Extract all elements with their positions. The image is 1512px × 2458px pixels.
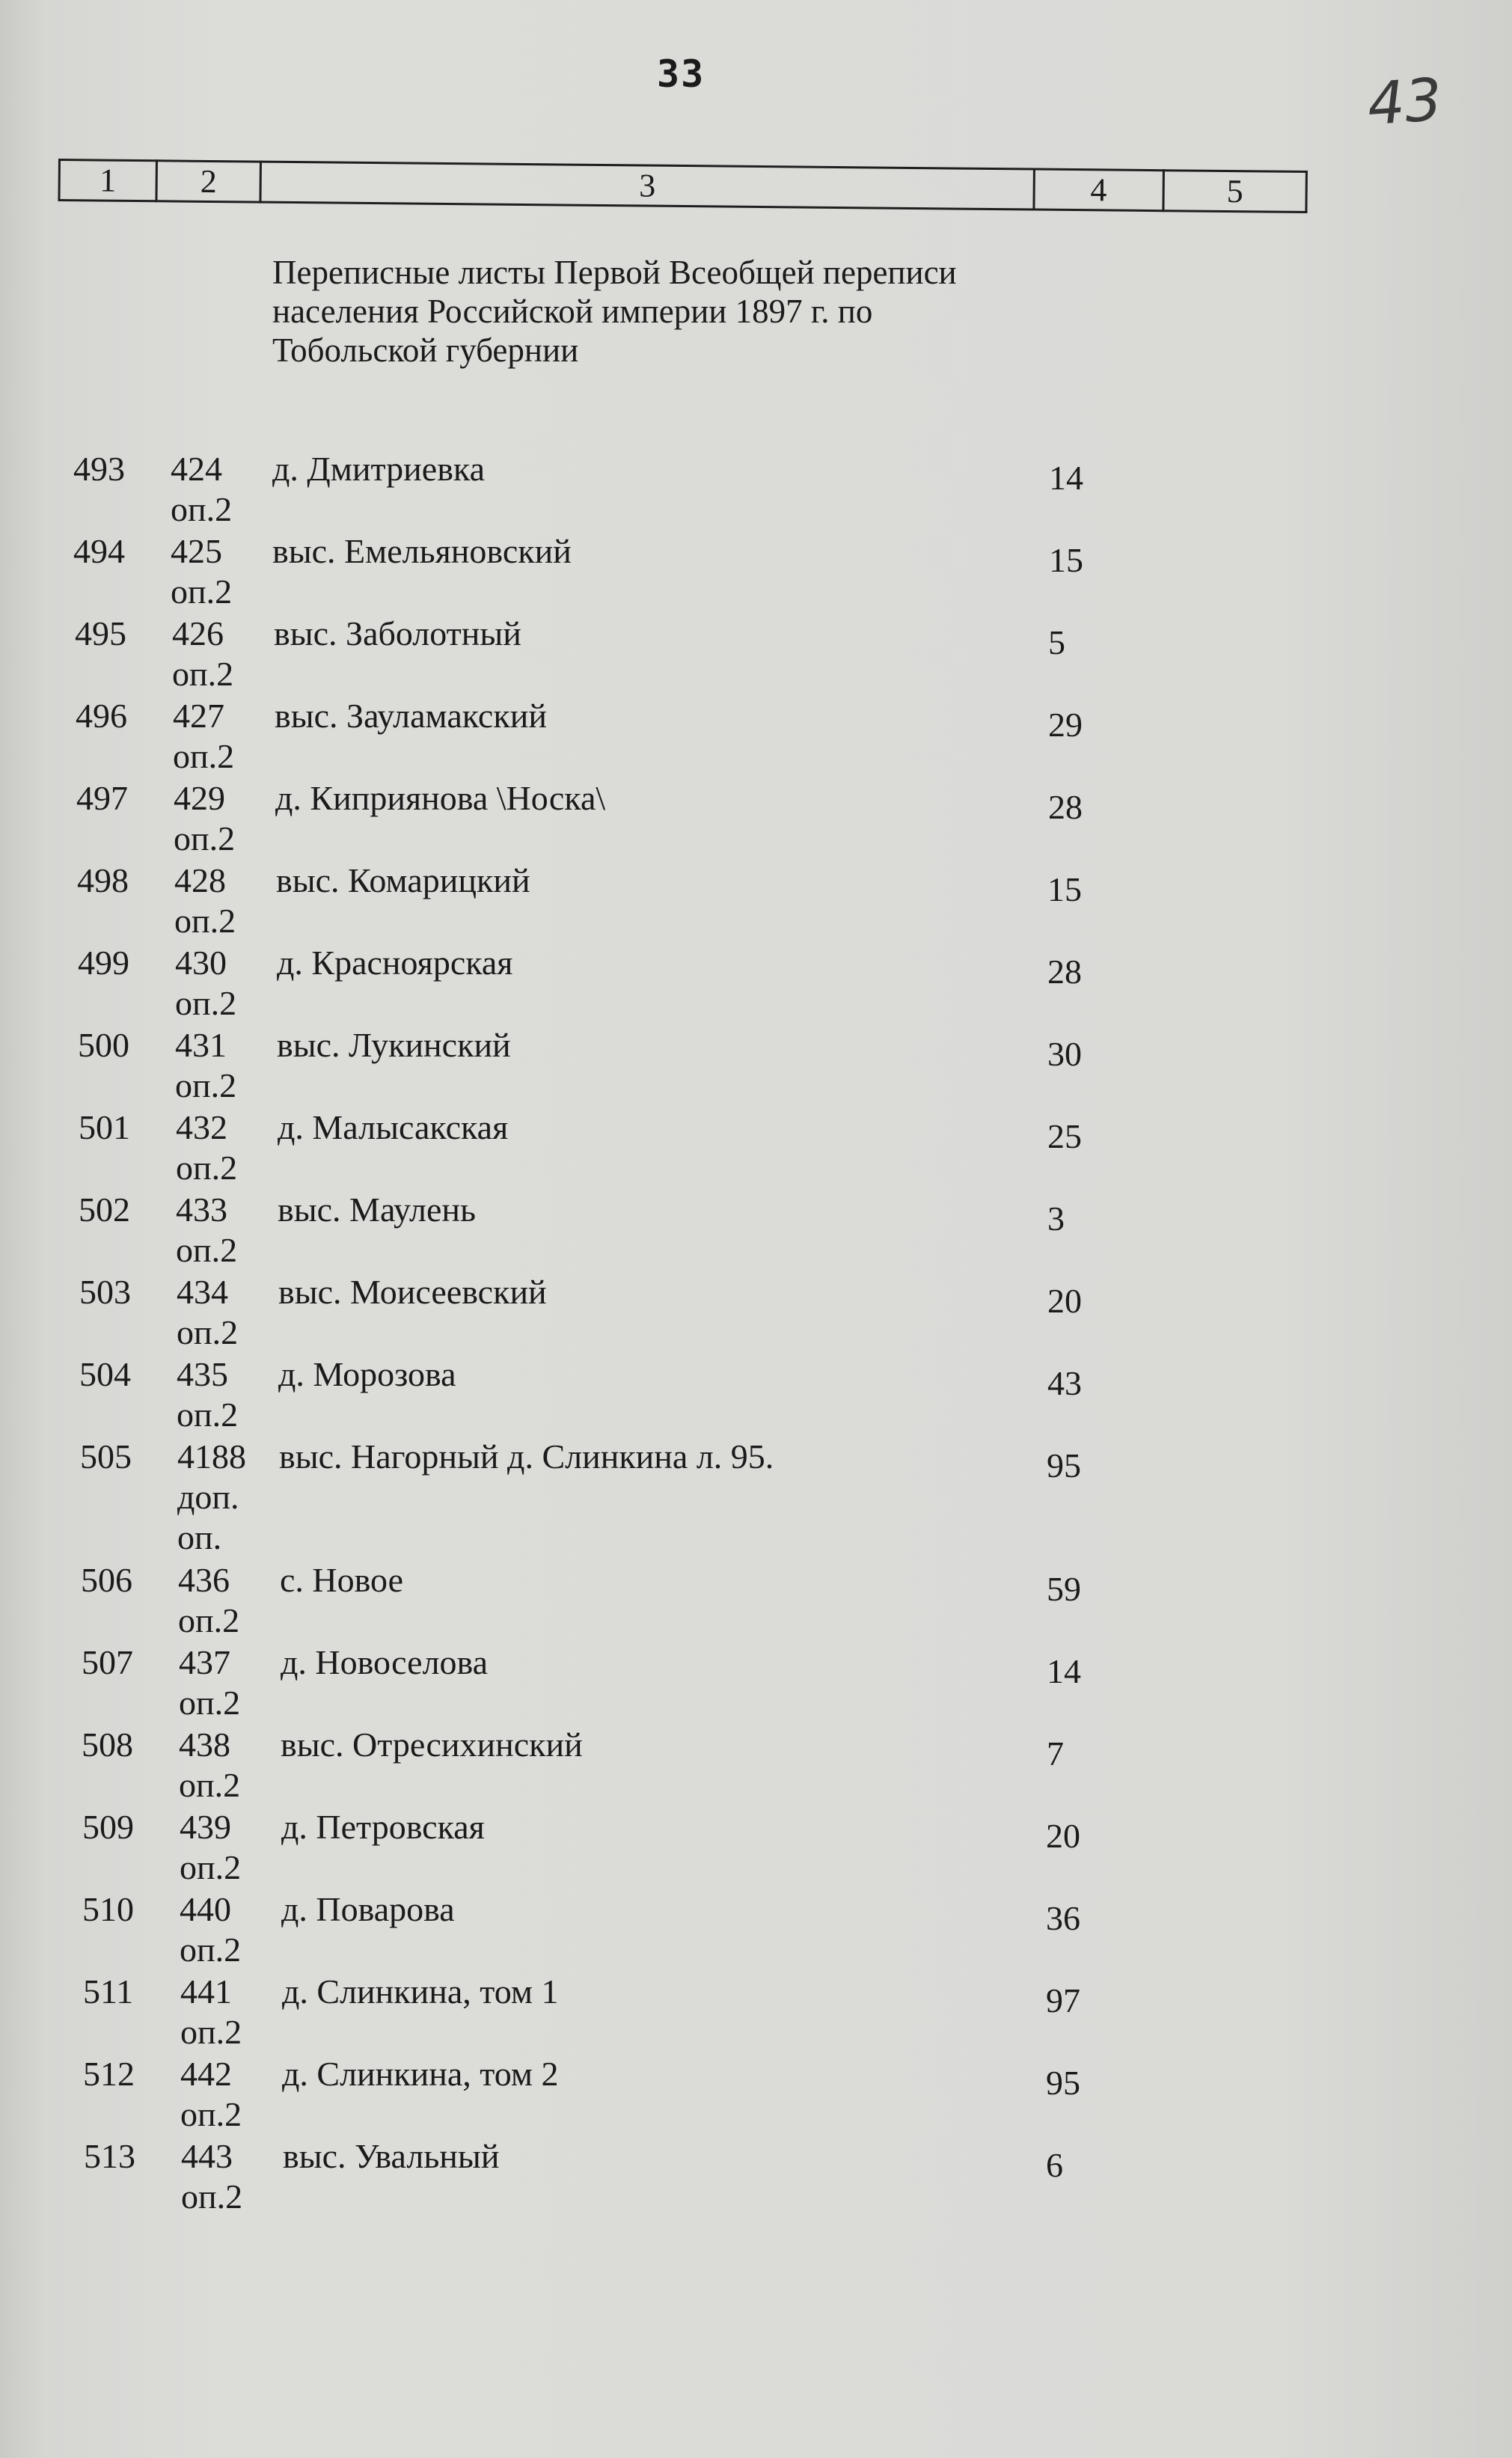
- sheet-count: 95: [1047, 1446, 1081, 1485]
- section-title: Переписные листы Первой Всеобщей переписи населения Российской империи 1897 г. по Тобольской губернии: [272, 254, 957, 369]
- file-number-cell: [177, 1272, 274, 1353]
- file-number-cell: [177, 1354, 274, 1435]
- file-number-cell: [175, 1025, 272, 1106]
- settlement-name: д. Морозова: [278, 1355, 456, 1393]
- inventory-code: оп.2: [174, 902, 236, 940]
- settlement-name: д. Слинкина, том 1: [282, 1972, 559, 2011]
- settlement-name: выс. Нагорный д. Слинкина л. 95.: [279, 1437, 774, 1476]
- item-number: 503: [79, 1273, 131, 1311]
- sheet-count: 29: [1048, 706, 1083, 744]
- file-number: 433: [176, 1190, 227, 1229]
- inventory-code: оп.2: [180, 1848, 242, 1886]
- sheet-count: 59: [1047, 1570, 1081, 1608]
- file-number: 440: [180, 1890, 231, 1928]
- file-number-cell: [180, 1889, 277, 1970]
- file-number-cell: [179, 1725, 276, 1806]
- sheet-count: 95: [1046, 2064, 1080, 2102]
- file-number: 435: [177, 1355, 228, 1393]
- sheet-count: 25: [1047, 1117, 1082, 1155]
- sheet-count: 14: [1047, 1652, 1081, 1690]
- file-number: 430: [175, 944, 227, 982]
- item-number: 502: [79, 1190, 130, 1229]
- file-number: 441: [180, 1972, 232, 2011]
- item-number: 510: [82, 1890, 134, 1928]
- inventory-code: доп.: [177, 1478, 239, 1516]
- file-number: 434: [177, 1273, 228, 1311]
- file-number-cell: [181, 2136, 278, 2217]
- inventory-code: оп.2: [174, 819, 236, 857]
- sheet-count: 97: [1046, 1981, 1080, 2020]
- file-number: 432: [176, 1108, 227, 1146]
- inventory-code: оп.2: [180, 2013, 242, 2051]
- settlement-name: д. Красноярская: [277, 944, 513, 982]
- file-number-cell: [176, 1190, 273, 1271]
- inventory-code: оп.2: [180, 1930, 242, 1969]
- sheet-count: 3: [1047, 1199, 1065, 1238]
- file-number: 425: [171, 532, 222, 570]
- item-number: 509: [82, 1808, 134, 1846]
- settlement-name: д. Дмитриевка: [272, 450, 485, 488]
- settlement-name: выс. Отресихинский: [281, 1725, 583, 1764]
- settlement-name: д. Поварова: [281, 1890, 455, 1928]
- column-header-1: 1: [59, 160, 156, 201]
- file-number-cell: [176, 1107, 273, 1188]
- page-number: 33: [657, 52, 706, 96]
- item-number: 504: [79, 1355, 131, 1393]
- sheet-count: 7: [1047, 1734, 1064, 1773]
- sheet-count: 6: [1046, 2146, 1063, 2184]
- file-number: 431: [175, 1026, 227, 1064]
- sheet-count: 20: [1047, 1282, 1082, 1320]
- inventory-code: оп.2: [177, 1395, 239, 1434]
- file-number-cell: [171, 449, 268, 530]
- inventory-code: оп.2: [172, 655, 234, 693]
- item-number: 497: [76, 779, 128, 817]
- item-number: 505: [80, 1437, 132, 1476]
- inventory-code: оп.2: [175, 984, 237, 1022]
- inventory-code: оп.2: [176, 1149, 238, 1187]
- item-number: 512: [83, 2055, 135, 2093]
- inventory-code: оп.2: [171, 490, 233, 528]
- settlement-name: выс. Заболотный: [274, 614, 521, 652]
- item-number: 501: [79, 1108, 130, 1146]
- column-header-5: 5: [1163, 171, 1307, 213]
- inventory-code: оп.2: [173, 737, 235, 775]
- settlement-name: с. Новое: [280, 1561, 404, 1599]
- sheet-count: 5: [1048, 623, 1065, 661]
- sheet-count: 14: [1049, 459, 1083, 497]
- item-number: 498: [77, 861, 129, 899]
- inventory-code: оп.2: [179, 1766, 241, 1804]
- settlement-name: д. Петровская: [281, 1808, 485, 1846]
- inventory-code: оп.: [177, 1518, 222, 1556]
- settlement-name: выс. Комарицкий: [276, 861, 530, 899]
- sheet-count: 30: [1047, 1035, 1082, 1073]
- item-number: 493: [73, 450, 125, 488]
- file-number-cell: [175, 943, 272, 1024]
- inventory-code: оп.2: [180, 2095, 242, 2133]
- sheet-count: 36: [1046, 1899, 1080, 1937]
- file-number: 424: [171, 450, 222, 488]
- file-number-cell: [174, 860, 272, 941]
- file-number: 428: [174, 861, 226, 899]
- sheet-count: 28: [1048, 788, 1083, 826]
- settlement-name: выс. Лукинский: [277, 1026, 511, 1064]
- item-number: 494: [73, 532, 125, 570]
- item-number: 506: [81, 1561, 132, 1599]
- sheet-count: 15: [1049, 541, 1083, 579]
- inventory-code: оп.2: [178, 1601, 240, 1639]
- file-number-cell: [180, 1807, 277, 1888]
- inventory-code: оп.2: [171, 572, 233, 611]
- archive-page-number: 43: [1365, 66, 1445, 139]
- inventory-code: оп.2: [179, 1684, 241, 1722]
- settlement-name: выс. Зауламакский: [275, 697, 547, 735]
- sheet-count: 20: [1046, 1817, 1080, 1855]
- settlement-name: выс. Маулень: [278, 1190, 476, 1229]
- column-header-3: 3: [260, 162, 1034, 210]
- file-number: 438: [179, 1725, 230, 1764]
- settlement-name: д. Новоселова: [281, 1643, 489, 1681]
- sheet-count: 15: [1047, 870, 1082, 908]
- column-header-2: 2: [156, 161, 261, 202]
- file-number: 442: [180, 2055, 232, 2093]
- file-number-cell: [177, 1437, 275, 1558]
- inventory-code: оп.2: [177, 1313, 239, 1351]
- sheet-count: 43: [1047, 1364, 1082, 1402]
- file-number: 443: [181, 2137, 233, 2175]
- item-number: 500: [78, 1026, 129, 1064]
- file-number: 439: [180, 1808, 231, 1846]
- file-number: 427: [173, 697, 224, 735]
- item-number: 495: [75, 614, 126, 652]
- inventory-code: оп.2: [176, 1231, 238, 1269]
- file-number-cell: [174, 778, 271, 859]
- file-number-cell: [173, 696, 270, 777]
- sheet-count: 28: [1047, 953, 1082, 991]
- settlement-name: д. Слинкина, том 2: [282, 2055, 559, 2093]
- file-number: 426: [172, 614, 224, 652]
- item-number: 511: [83, 1972, 134, 2011]
- item-number: 499: [78, 944, 129, 982]
- file-number-cell: [179, 1642, 276, 1723]
- settlement-name: д. Малысакская: [278, 1108, 509, 1146]
- item-number: 513: [84, 2137, 135, 2175]
- file-number: 4188: [177, 1437, 246, 1476]
- file-number-cell: [171, 531, 268, 612]
- file-number: 436: [178, 1561, 230, 1599]
- file-number-cell: [172, 614, 269, 694]
- inventory-code: оп.2: [181, 2177, 243, 2216]
- item-number: 507: [82, 1643, 133, 1681]
- settlement-name: выс. Моисеевский: [278, 1273, 547, 1311]
- settlement-name: выс. Емельяновский: [272, 532, 572, 570]
- settlement-name: выс. Увальный: [283, 2137, 500, 2175]
- file-number-cell: [180, 2054, 278, 2135]
- inventory-code: оп.2: [175, 1066, 237, 1104]
- item-number: 496: [76, 697, 127, 735]
- file-number: 429: [174, 779, 225, 817]
- item-number: 508: [82, 1725, 133, 1764]
- settlement-name: д. Киприянова \Носка\: [275, 779, 606, 817]
- file-number-cell: [180, 1972, 278, 2052]
- column-header-4: 4: [1034, 169, 1164, 211]
- file-number: 437: [179, 1643, 230, 1681]
- file-number-cell: [178, 1560, 275, 1641]
